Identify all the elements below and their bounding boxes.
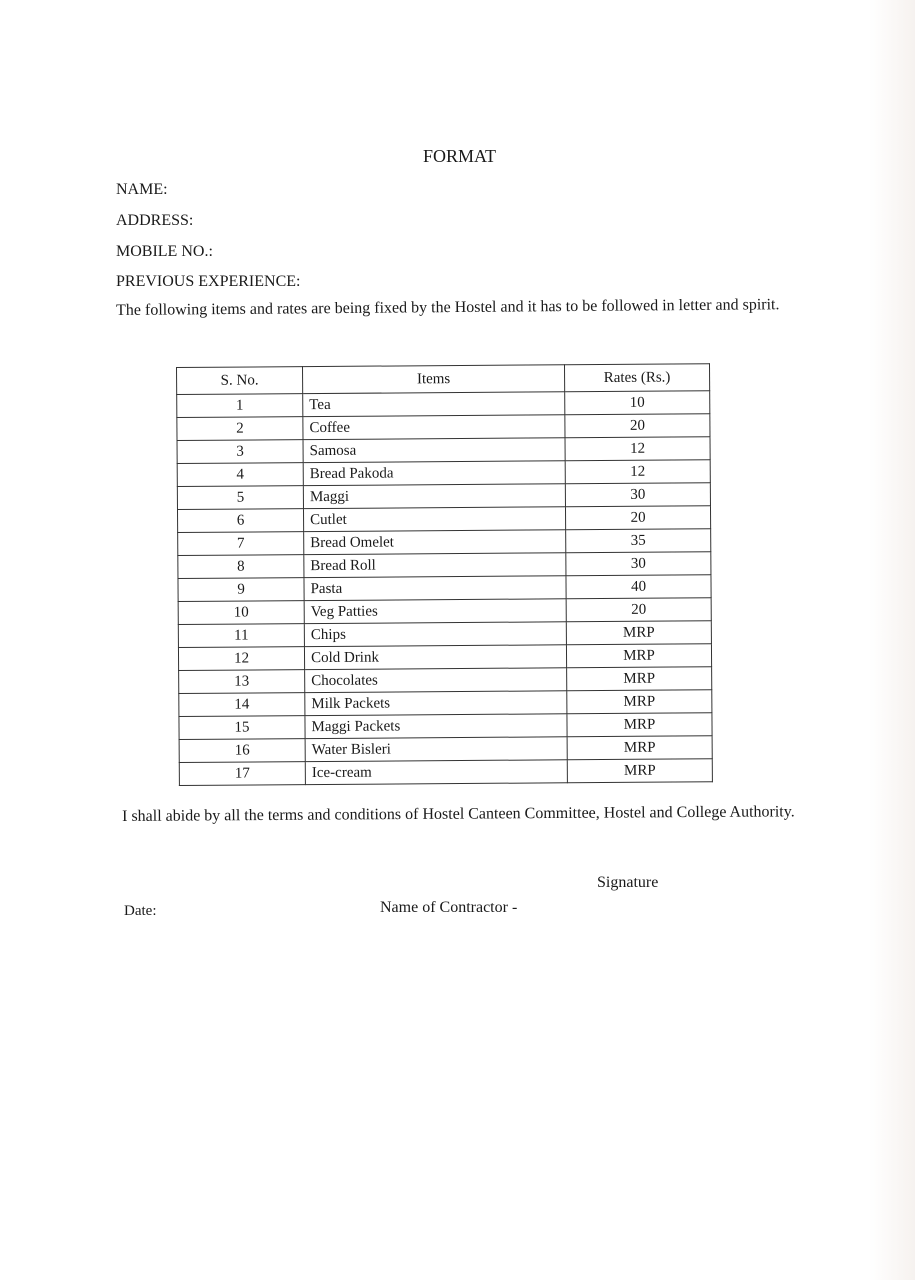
row-item-cell: Cold Drink — [304, 645, 566, 670]
row-item-cell: Maggi Packets — [305, 714, 567, 739]
contractor-name-label: Name of Contractor - — [380, 899, 518, 916]
table-row — [179, 759, 712, 786]
row-item-cell: Samosa — [303, 438, 565, 463]
row-rate-cell: 40 — [566, 575, 711, 599]
experience-field-label: PREVIOUS EXPERIENCE: — [116, 273, 301, 290]
row-sno-cell: 2 — [177, 417, 303, 441]
rates-table-wrapper — [176, 363, 713, 786]
row-rate-cell: MRP — [567, 759, 712, 783]
table-header-row — [177, 364, 710, 395]
row-rate-cell: 35 — [566, 529, 711, 553]
row-item-cell: Milk Packets — [305, 691, 567, 716]
row-rate-cell: 30 — [565, 483, 710, 507]
row-item-cell: Bread Omelet — [304, 530, 566, 555]
row-rate-cell: 12 — [565, 460, 710, 484]
row-item-cell: Maggi — [303, 484, 565, 509]
row-rate-cell: 20 — [565, 414, 710, 438]
row-item-cell: Coffee — [303, 415, 565, 440]
header-items: Items — [303, 365, 565, 394]
row-item-cell: Chips — [304, 622, 566, 647]
row-sno-cell: 17 — [179, 762, 305, 786]
row-sno-cell: 8 — [178, 555, 304, 579]
row-rate-cell: MRP — [567, 736, 712, 760]
row-sno-cell: 7 — [178, 532, 304, 556]
row-sno-cell: 13 — [179, 670, 305, 694]
header-sno: S. No. — [177, 367, 303, 395]
rates-table — [176, 363, 713, 786]
date-label: Date: — [124, 903, 157, 919]
row-sno-cell: 10 — [178, 601, 304, 625]
row-item-cell: Veg Patties — [304, 599, 566, 624]
row-sno-cell: 4 — [177, 463, 303, 487]
row-item-cell: Pasta — [304, 576, 566, 601]
row-item-cell: Ice-cream — [305, 760, 567, 785]
row-item-cell: Bread Pakoda — [303, 461, 565, 486]
row-rate-cell: MRP — [566, 621, 711, 645]
name-field-label: NAME: — [116, 181, 168, 198]
row-sno-cell: 11 — [178, 624, 304, 648]
row-sno-cell: 6 — [177, 509, 303, 533]
row-rate-cell: 20 — [566, 598, 711, 622]
row-rate-cell: MRP — [566, 644, 711, 668]
row-sno-cell: 5 — [177, 486, 303, 510]
row-rate-cell: 30 — [566, 552, 711, 576]
document-title: FORMAT — [422, 146, 497, 166]
row-item-cell: Tea — [303, 392, 565, 417]
row-item-cell: Bread Roll — [304, 553, 566, 578]
row-item-cell: Chocolates — [305, 668, 567, 693]
mobile-field-label: MOBILE NO.: — [116, 243, 213, 260]
row-rate-cell: MRP — [567, 690, 712, 714]
abide-paragraph: I shall abide by all the terms and conditions of Hostel Canteen Committee, Hostel and College Authority. — [122, 803, 795, 825]
signature-label: Signature — [597, 874, 659, 891]
row-sno-cell: 16 — [179, 739, 305, 763]
row-sno-cell: 1 — [177, 394, 303, 418]
row-rate-cell: 20 — [565, 506, 710, 530]
row-rate-cell: 12 — [565, 437, 710, 461]
row-item-cell: Cutlet — [303, 507, 565, 532]
row-sno-cell: 14 — [179, 693, 305, 717]
row-sno-cell: 15 — [179, 716, 305, 740]
address-field-label: ADDRESS: — [116, 212, 194, 229]
row-item-cell: Water Bisleri — [305, 737, 567, 762]
row-rate-cell: MRP — [567, 667, 712, 691]
row-sno-cell: 12 — [178, 647, 304, 671]
rates-table-body — [177, 391, 713, 786]
row-rate-cell: MRP — [567, 713, 712, 737]
row-sno-cell: 9 — [178, 578, 304, 602]
row-rate-cell: 10 — [565, 391, 710, 415]
header-rates: Rates (Rs.) — [564, 364, 709, 392]
intro-paragraph: The following items and rates are being fixed by the Hostel and it has to be followed in letter and spirit. — [116, 296, 780, 319]
row-sno-cell: 3 — [177, 440, 303, 464]
